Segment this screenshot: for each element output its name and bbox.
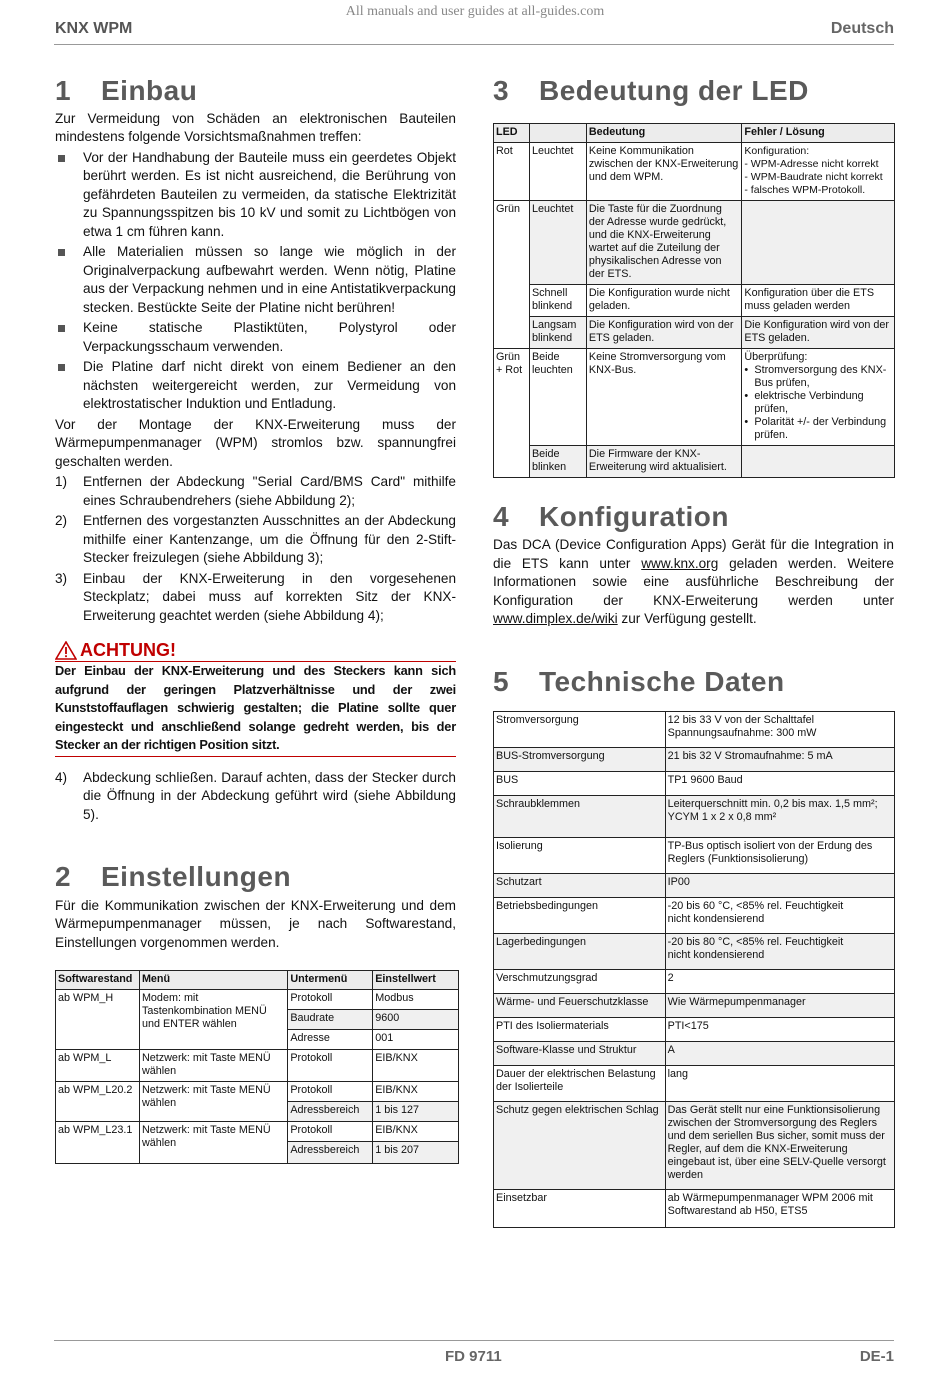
table-cell: Die Konfiguration wurde nicht geladen.	[586, 284, 742, 316]
tech-label: Lagerbedingungen	[494, 934, 666, 970]
footer-divider	[54, 1340, 894, 1341]
s1-intro: Zur Vermeidung von Schäden an elektronischen Bauteilen mindestens folgende Vorsichtsmaßnahmen treffen:	[55, 110, 456, 144]
check-item: • Polarität +/- der Verbindung prüfen.	[744, 415, 887, 441]
section-2-heading	[55, 861, 456, 892]
table-header: Fehler / Lösung	[742, 123, 895, 142]
table-row	[56, 990, 459, 1010]
table-cell: Netzwerk: mit Taste MENÜ wählen	[139, 1050, 287, 1082]
table-cell: Langsam blinkend	[529, 316, 586, 348]
tech-label: Verschmutzungsgrad	[494, 970, 666, 994]
tech-value: lang	[665, 1066, 894, 1102]
table-row	[56, 1050, 459, 1082]
table-cell: 1 bis 207	[373, 1142, 459, 1164]
check-item-text: Stromversorgung des KNX-Bus prüfen,	[754, 363, 887, 389]
table-cell: 9600	[373, 1010, 459, 1030]
table-cell: Keine Stromversorgung vom KNX-Bus.	[586, 348, 742, 445]
table-row	[494, 200, 895, 284]
table-row	[494, 994, 895, 1018]
tech-value: -20 bis 80 °C, <85% rel. Feuchtigkeit nicht kondensierend	[665, 934, 894, 970]
table-row	[494, 772, 895, 796]
tech-value: TP1 9600 Baud	[665, 772, 894, 796]
table-cell: Konfiguration: - WPM-Adresse nicht korrekt - WPM-Baudrate nicht korrekt - falsches WPM-Protokoll.	[742, 142, 895, 200]
tech-value: TP-Bus optisch isoliert von der Erdung des Reglers (Funktionsisolierung)	[665, 838, 894, 874]
table-row	[494, 898, 895, 934]
tech-label: Dauer der elektrischen Belastung der Isolierteile	[494, 1066, 666, 1102]
tech-label: Einsetzbar	[494, 1190, 666, 1228]
table-cell: Protokoll	[288, 1050, 373, 1082]
list-item: Alle Materialien müssen so lange wie möglich in der Originalverpackung aufbewahrt werden. Wenn nötig, Platine aus der Verpackung nehmen und in eine Antistatikverpackung stecken. Bestückte Seite der Platine nicht berühren!	[55, 243, 456, 317]
table-header: Untermenü	[288, 971, 373, 990]
list-item	[55, 570, 456, 626]
table-cell: Protokoll	[288, 1082, 373, 1102]
table-row	[494, 712, 895, 748]
list-item	[55, 512, 456, 568]
section-title: Einstellungen	[101, 861, 292, 892]
warning-icon	[55, 641, 77, 660]
table-row	[56, 1082, 459, 1102]
table-header: LED	[494, 123, 530, 142]
tech-label: BUS-Stromversorgung	[494, 748, 666, 772]
table-cell: Netzwerk: mit Taste MENÜ wählen	[139, 1122, 287, 1164]
table-row	[494, 1018, 895, 1042]
tech-value: IP00	[665, 874, 894, 898]
table-cell: Keine Kommunikation zwischen der KNX-Erweiterung und dem WPM.	[586, 142, 742, 200]
table-row	[494, 970, 895, 994]
table-cell	[742, 445, 895, 477]
table-row	[494, 445, 895, 477]
tech-data-table	[493, 711, 895, 1228]
s4-text-part: zur Verfügung gestellt.	[617, 611, 757, 626]
s1-steps-2	[55, 769, 456, 825]
table-cell: Adresse	[288, 1030, 373, 1050]
step-text: Entfernen des vorgestanzten Ausschnittes an der Abdeckung mithilfe einer Kantenzange, um die Öffnung für den 2-Stift-Stecker freizulegen (siehe Abbildung 3);	[83, 513, 456, 565]
table-cell	[742, 348, 895, 445]
table-row	[494, 142, 895, 200]
table-cell: Beide leuchten	[529, 348, 586, 445]
dimplex-wiki-link[interactable]: www.dimplex.de/wiki	[493, 611, 618, 626]
table-header: Menü	[139, 971, 287, 990]
step-number: 2)	[55, 513, 68, 528]
list-item	[55, 769, 456, 825]
check-title: Überprüfung:	[744, 350, 808, 363]
table-cell	[742, 200, 895, 284]
s1-pre-text: Vor der Montage der KNX-Erweiterung muss der Wärmepumpenmanager (WPM) stromlos bzw. spannungfrei geschalten werden.	[55, 416, 456, 469]
table-cell: Leuchtet	[529, 142, 586, 200]
table-row	[494, 748, 895, 772]
table-cell: Schnell blinkend	[529, 284, 586, 316]
section-number: 3	[493, 75, 510, 106]
warning-title	[55, 641, 456, 660]
tech-value: 21 bis 32 V Stromaufnahme: 5 mA	[665, 748, 894, 772]
table-cell: Protokoll	[288, 990, 373, 1010]
table-cell: ab WPM_L23.1	[56, 1122, 140, 1164]
table-row	[494, 1066, 895, 1102]
table-row	[494, 874, 895, 898]
tech-value: -20 bis 60 °C, <85% rel. Feuchtigkeit nicht kondensierend	[665, 898, 894, 934]
tech-value: ab Wärmepumpenmanager WPM 2006 mit Softwarestand ab H50, ETS5	[665, 1190, 894, 1228]
section-title: Konfiguration	[539, 500, 730, 532]
step-number: 1)	[55, 474, 68, 489]
table-cell: Baudrate	[288, 1010, 373, 1030]
warning-label: ACHTUNG!	[80, 640, 176, 661]
section-3-heading	[493, 75, 894, 106]
tech-value: 12 bis 33 V von der Schalttafel Spannungsaufnahme: 300 mW	[665, 712, 894, 748]
table-header: Softwarestand	[56, 971, 140, 990]
table-cell: Leuchtet	[529, 200, 586, 284]
table-row	[494, 1042, 895, 1066]
section-4-heading	[493, 500, 894, 532]
table-cell: Die Konfiguration wird von der ETS geladen.	[586, 316, 742, 348]
check-item: • Stromversorgung des KNX-Bus prüfen,	[744, 363, 887, 389]
tech-label: Stromversorgung	[494, 712, 666, 748]
check-item-text: Polarität +/- der Verbindung prüfen.	[754, 415, 887, 441]
led-table	[493, 123, 895, 478]
settings-table	[55, 970, 459, 1164]
warning-text: Der Einbau der KNX-Erweiterung und des Steckers kann sich aufgrund der geringen Platzverhältnisse und der zwei Kunststoffauflagen schwierig gestalten; die Platine sollte quer eingesteckt und anschließend solange gedreht werden, bis der Stecker an der richtigen Position sitzt.	[55, 663, 456, 752]
section-number: 2	[55, 861, 72, 892]
table-cell: EIB/KNX	[373, 1122, 459, 1142]
table-cell: 001	[373, 1030, 459, 1050]
tech-value: Das Gerät stellt nur eine Funktionsisolierung zwischen der Stromversorgung des Reglers und dem seriellen Bus sicher, somit muss der Regler, auf dem die KNX-Erweiterung eingebaut ist, über eine SELV-Quelle versorgt werden	[665, 1102, 894, 1190]
left-column	[55, 75, 456, 1164]
tech-value: PTI<175	[665, 1018, 894, 1042]
table-row	[494, 284, 895, 316]
table-row	[494, 838, 895, 874]
table-cell: ab WPM_L20.2	[56, 1082, 140, 1122]
step-number: 4)	[55, 769, 68, 785]
table-cell: Modbus	[373, 990, 459, 1010]
table-cell: Protokoll	[288, 1122, 373, 1142]
tech-label: Betriebsbedingungen	[494, 898, 666, 934]
tech-label: PTI des Isoliermaterials	[494, 1018, 666, 1042]
table-cell: Die Firmware der KNX-Erweiterung wird aktualisiert.	[586, 445, 742, 477]
tech-label: Isolierung	[494, 838, 666, 874]
footer-doc-number: FD 9711	[445, 1348, 502, 1365]
check-item-text: elektrische Verbindung prüfen,	[754, 389, 864, 415]
table-cell: Die Taste für die Zuordnung der Adresse wurde gedrückt, und die KNX-Erweiterung wartet auf die Zuteilung der physikalischen Adresse von der ETS.	[586, 200, 742, 284]
table-header	[529, 123, 586, 142]
tech-label: Schraubklemmen	[494, 796, 666, 838]
table-row	[494, 316, 895, 348]
tech-label: Software-Klasse und Struktur	[494, 1042, 666, 1066]
watermark: All manuals and user guides at all-guides.com	[345, 4, 605, 19]
table-cell: EIB/KNX	[373, 1082, 459, 1102]
table-cell: ab WPM_H	[56, 990, 140, 1050]
table-cell: ab WPM_L	[56, 1050, 140, 1082]
knx-link[interactable]: www.knx.org	[641, 555, 719, 571]
warning-box	[55, 641, 456, 757]
tech-value: Leiterquerschnitt min. 0,2 bis max. 1,5 mm²; YCYM 1 x 2 x 0,8 mm²	[665, 796, 894, 838]
table-row	[494, 348, 895, 445]
table-cell: Die Konfiguration wird von der ETS geladen.	[742, 316, 895, 348]
table-cell: Netzwerk: mit Taste MENÜ wählen	[139, 1082, 287, 1122]
table-row	[56, 1122, 459, 1142]
s2-intro: Für die Kommunikation zwischen der KNX-Erweiterung und dem Wärmepumpenmanager müssen, je nach Softwarestand, Einstellungen vorgenommen werden.	[55, 897, 456, 950]
right-column	[493, 75, 894, 1228]
s1-bullet-list	[55, 149, 456, 414]
tech-value: Wie Wärmepumpenmanager	[665, 994, 894, 1018]
table-row	[494, 934, 895, 970]
tech-label: Schutz gegen elektrischen Schlag	[494, 1102, 666, 1190]
step-text: Entfernen der Abdeckung "Serial Card/BMS Card" mithilfe eines Schraubendrehers (siehe Abbildung 2);	[83, 474, 456, 508]
header-divider	[54, 44, 894, 45]
table-cell: Grün	[494, 200, 530, 348]
tech-value: 2	[665, 970, 894, 994]
step-text: Abdeckung schließen. Darauf achten, dass der Stecker durch die Öffnung in der Abdeckung geführt wird (siehe Abbildung 5).	[83, 769, 456, 822]
table-header: Einstellwert	[373, 971, 459, 990]
table-cell: Beide blinken	[529, 445, 586, 477]
section-5-heading	[493, 665, 894, 697]
section-number: 5	[493, 665, 510, 697]
table-row	[494, 796, 895, 838]
step-text: Einbau der KNX-Erweiterung in den vorgesehenen Steckplatz; dabei muss auf korrekten Sitz der KNX-Erweiterung geachtet werden (siehe Abbildung 4);	[83, 570, 456, 623]
table-cell: Adressbereich	[288, 1142, 373, 1164]
section-title: Bedeutung der LED	[539, 75, 809, 106]
table-row	[494, 1102, 895, 1190]
table-cell: 1 bis 127	[373, 1102, 459, 1122]
tech-value: A	[665, 1042, 894, 1066]
list-item	[55, 473, 456, 510]
check-item: • elektrische Verbindung prüfen,	[744, 389, 864, 415]
table-row	[494, 1190, 895, 1228]
section-title: Einbau	[101, 75, 198, 106]
tech-label: Schutzart	[494, 874, 666, 898]
table-cell: EIB/KNX	[373, 1050, 459, 1082]
table-cell: Konfiguration über die ETS muss geladen werden	[742, 284, 895, 316]
list-item: Keine statische Plastiktüten, Polystyrol oder Verpackungsschaum verwenden.	[55, 319, 456, 356]
list-item: Die Platine darf nicht direkt von einem Bediener an den nächsten weitergereicht werden, zur Vermeidung von elektrostatischer Induktion und Entladung.	[55, 358, 456, 414]
section-number: 1	[55, 75, 72, 106]
section-title: Technische Daten	[539, 665, 785, 697]
table-cell: Rot	[494, 142, 530, 200]
header-product: KNX WPM	[55, 20, 133, 37]
s4-text	[493, 536, 894, 629]
footer-page-number: DE-1	[859, 1348, 894, 1365]
table-cell: Adressbereich	[288, 1102, 373, 1122]
s4-text-part: Das DCA (Device Configuration Apps) Gerät für die Integration in die ETS kann unter	[493, 537, 894, 571]
section-1-heading	[55, 75, 456, 106]
list-item: Vor der Handhabung der Bauteile muss ein geerdetes Objekt berührt werden. Es ist nicht ausreichend, die Berührung von gefährdeten Bauteilen zu vermeiden, da statische Elektrizität zu Spannungsspitzen bis 10 kV und somit zu Lichtbögen von etwa 1 cm führen kann.	[55, 149, 456, 242]
tech-label: BUS	[494, 772, 666, 796]
s4-text-part: geladen werden. Weitere Informationen sowie eine ausführliche Beschreibung der Konfiguration der KNX-Erweiterung werden unter	[493, 555, 894, 608]
table-header: Bedeutung	[586, 123, 742, 142]
s1-steps	[55, 473, 456, 625]
header-language: Deutsch	[830, 20, 894, 37]
step-number: 3)	[55, 570, 68, 586]
tech-label: Wärme- und Feuerschutzklasse	[494, 994, 666, 1018]
section-number: 4	[493, 500, 510, 532]
table-cell: Grün + Rot	[494, 348, 530, 477]
table-cell: Modem: mit Tastenkombination MENÜ und ENTER wählen	[139, 990, 287, 1050]
